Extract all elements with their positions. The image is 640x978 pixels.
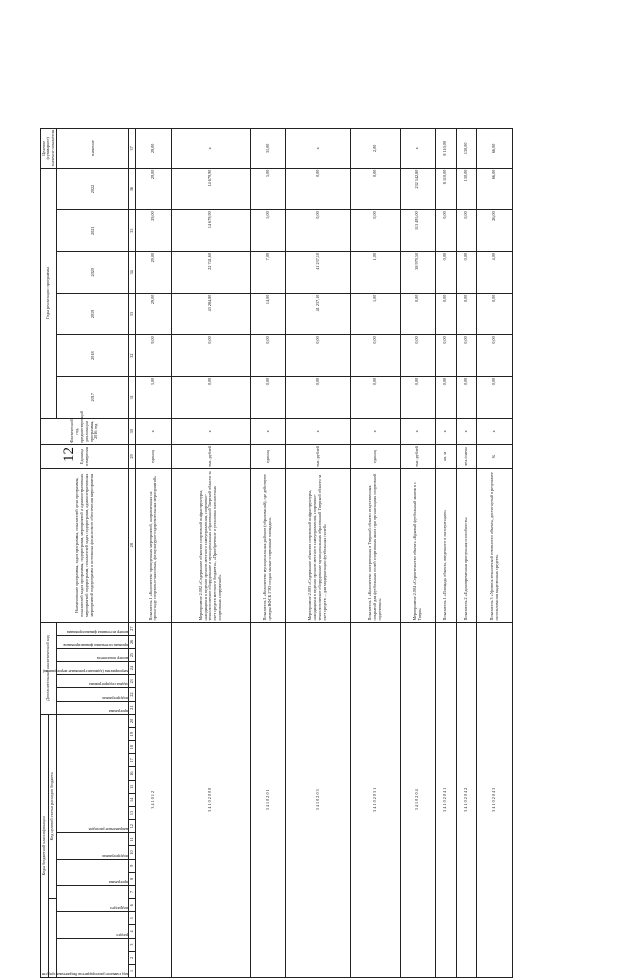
row-year-value: 29,00 (136, 293, 171, 335)
column-number: 29 (129, 444, 136, 468)
row-code: 3 4 1 0 1 2 (136, 622, 171, 977)
row-unit: кв. м (436, 444, 457, 468)
kbk-col-header: программа (108, 879, 128, 885)
row-year-value: 66,00 (477, 168, 512, 210)
extra-col-header: номер источника финансирования (66, 629, 128, 635)
row-code: 3 4 1 0 2 0 0 0 (171, 622, 250, 977)
row-year-value: 0,00 (477, 293, 512, 335)
year-header: 2020 (57, 251, 129, 293)
row-year-value: 0,00 (286, 335, 351, 377)
row-year-value: 22 741,60 (171, 251, 250, 293)
column-number: 16 (129, 767, 136, 780)
kbk-code-header: Код целевой статьи расходов бюджета (49, 714, 57, 898)
column-number: 27 (129, 622, 136, 635)
row-year-value: 3,00 (136, 376, 171, 418)
row-year-value: 0,00 (400, 376, 435, 418)
row-year-value: 5,00 (250, 168, 285, 210)
row-year-value: 0,00 (456, 251, 477, 293)
column-number: 18 (129, 741, 136, 754)
column-number: 9 (129, 859, 136, 872)
row-year-value: 29,00 (136, 210, 171, 252)
column-number-row (129, 129, 136, 978)
kbk-col-header: код главного распорядителя бюджетных средств (41, 972, 128, 977)
row-year-value: 0,00 (350, 168, 400, 210)
row-name: Показатель 3 «Уровень технической готовности объекта, достигнутый в результате использования выделенных средств» (477, 469, 512, 623)
row-code: 3 4 1 0 2 0 4 3 (477, 622, 512, 977)
row-name: Показатель 1 «Площадь объекта, введенного в эксплуатацию» (436, 469, 457, 623)
row-year-value: 8 110,00 (436, 168, 457, 210)
row-name: Показатель 1 «Количество построенных в Тверской области искусственных покрытий для футбольных полей спортивных школ при организациях спортивной подготовки» (350, 469, 400, 623)
column-number: 31 (129, 376, 136, 418)
row-year-value: 130,00 (456, 168, 477, 210)
column-number: 10 (129, 846, 136, 859)
row-unit: чел./смена (456, 444, 477, 468)
row-unit: тыс. рублей (171, 444, 250, 468)
table-row (286, 129, 351, 978)
row-year-value: 0,00 (436, 293, 457, 335)
column-number: 3 (129, 938, 136, 951)
row-code: 3 4 1 0 2 0 3 (286, 622, 351, 977)
row-actual: x (400, 418, 435, 444)
target-header: Целевое (суммарное) значение показателя (40, 130, 56, 167)
table-row (400, 129, 435, 978)
row-year-value: 0,00 (456, 293, 477, 335)
row-target: x (171, 129, 250, 169)
kbk-group-header: Коды бюджетной классификации (41, 714, 49, 977)
column-number: 21 (129, 701, 136, 714)
column-number: 14 (129, 793, 136, 806)
row-year-value: 29,00 (136, 168, 171, 210)
column-number: 35 (129, 210, 136, 252)
row-target: x (286, 129, 351, 169)
column-number: 1 (129, 964, 136, 977)
row-unit: тыс. рублей (400, 444, 435, 468)
row-year-value: 113 495,00 (400, 210, 435, 252)
row-actual: x (350, 418, 400, 444)
actual-year-header: Фактический год, предшествующий реализации программы, 2016 год (41, 418, 129, 444)
row-target: 2,00 (350, 129, 400, 169)
row-year-value: 1,00 (350, 251, 400, 293)
row-year-value: 9,00 (136, 335, 171, 377)
extra-col-header: программа (108, 708, 128, 714)
table-row (436, 129, 457, 978)
column-number: 22 (129, 688, 136, 701)
kbk-subgroup (49, 899, 57, 978)
column-number: 15 (129, 780, 136, 793)
row-year-value: 5,00 (250, 210, 285, 252)
row-year-value: 0,00 (436, 376, 457, 418)
column-number: 25 (129, 648, 136, 661)
kbk-col-header: раздел (116, 932, 128, 938)
extra-col-header: подпрограмма (102, 695, 128, 701)
row-actual: x (456, 418, 477, 444)
year-header: 2021 (57, 210, 129, 252)
year-header: 2022 (57, 168, 129, 210)
unit-header: Единица измерения (41, 444, 129, 468)
row-year-value: 0,00 (350, 335, 400, 377)
table-row (171, 129, 250, 978)
column-number: 12 (129, 820, 136, 833)
row-name: Показатель 1 «Количество проведенных мероприятий, направленных на пропаганду спортивно-массовых, физкультурно-оздоровительных мероприятий» (136, 469, 171, 623)
row-unit: тыс. рублей (286, 444, 351, 468)
program-table-sheet (40, 128, 510, 978)
row-year-value: 26,00 (477, 210, 512, 252)
row-year-value: 14 679,90 (171, 168, 250, 210)
row-actual: x (136, 418, 171, 444)
row-year-value: 0,00 (456, 376, 477, 418)
row-year-value: 38 979,50 (400, 251, 435, 293)
row-year-value: 14,00 (250, 293, 285, 335)
row-year-value: 29,00 (136, 251, 171, 293)
column-number: 33 (129, 293, 136, 335)
row-year-value: 0,00 (250, 376, 285, 418)
row-actual: x (286, 418, 351, 444)
year-header: 2019 (57, 293, 129, 335)
row-code: 3 4 1 0 2 0 1 (250, 622, 285, 977)
column-number: 36 (129, 168, 136, 210)
row-target: 130,00 (456, 129, 477, 169)
row-code: 3 4 1 0 2 0 3 1 (350, 622, 400, 977)
row-unit: единиц (350, 444, 400, 468)
row-unit: единиц (136, 444, 171, 468)
program-table (40, 128, 513, 978)
table-row (456, 129, 477, 978)
row-year-value: 0,00 (436, 335, 457, 377)
row-year-value: 0,00 (436, 210, 457, 252)
years-group-header: Годы реализации программы (41, 168, 57, 418)
row-year-value: 43 284,80 (171, 293, 250, 335)
column-number: 6 (129, 899, 136, 912)
column-number: 19 (129, 728, 136, 741)
row-year-value: 41 237,10 (286, 251, 351, 293)
row-actual: x (171, 418, 250, 444)
row-code: 3 4 1 0 2 0 4 1 (436, 622, 457, 977)
row-year-value: 0,00 (350, 376, 400, 418)
row-year-value: 1,00 (350, 293, 400, 335)
table-row (350, 129, 400, 978)
row-year-value: 0,00 (400, 335, 435, 377)
row-target: 66,00 (477, 129, 512, 169)
row-code: 3 4 1 0 2 0 4 2 (456, 622, 477, 977)
extra-code-header: Дополнительный аналитический код (41, 622, 57, 714)
column-number: 24 (129, 662, 136, 675)
row-unit: % (477, 444, 512, 468)
row-code: 3 4 1 0 2 0 4 (400, 622, 435, 977)
column-number: 23 (129, 675, 136, 688)
row-name: Показатель 2 «Единовременная пропускная способность» (456, 469, 477, 623)
name-header: Наименование программы, задач программы, показателей цели программы, показателей задач программы, подпрограмм, мероприятий и административных мероприятий подпрограмм, показателей задач подпрограмм, административных мероприятий подпрограмм и источника финансового обеспечения мероприятия (41, 469, 129, 623)
row-year-value: 0,00 (171, 376, 250, 418)
extra-col-header: мероприятия (административные мероприятия) (42, 669, 128, 675)
row-year-value: 0,00 (250, 335, 285, 377)
extra-col-header: признак источника финансирования (63, 642, 128, 648)
column-number: 5 (129, 912, 136, 925)
column-number: 7 (129, 885, 136, 898)
row-year-value: 0,00 (436, 251, 457, 293)
row-name: Показатель 1 «Количество муниципальных районов (образований), где действуют центры ВФСК ГТО создан малые спортивные площадки» (250, 469, 285, 623)
column-number: 11 (129, 833, 136, 846)
column-number: 13 (129, 806, 136, 819)
row-year-value: 0,00 (477, 335, 512, 377)
row-actual: x (477, 418, 512, 444)
column-number: 30 (129, 418, 136, 444)
extra-col-header: номер показателя (96, 656, 128, 662)
column-number: 17 (129, 754, 136, 767)
row-year-value: 0,00 (350, 210, 400, 252)
column-number: 8 (129, 872, 136, 885)
table-row (136, 129, 171, 978)
row-target: x (400, 129, 435, 169)
column-number: 28 (129, 469, 136, 623)
row-name: Мероприятие 2.004 «Строительство объекта «Крытый футбольный манеж в г. Твери» (400, 469, 435, 623)
row-year-value: 0,00 (286, 376, 351, 418)
column-number: 32 (129, 335, 136, 377)
kbk-col-header: подраздел (110, 906, 128, 912)
row-year-value: 7,00 (250, 251, 285, 293)
kbk-col-header: подпрограмма (102, 853, 128, 859)
row-year-value: 4,00 (477, 251, 512, 293)
column-number: 20 (129, 714, 136, 727)
row-year-value: 0,00 (286, 210, 351, 252)
year-header: 2017 (57, 376, 129, 418)
row-year-value: 0,00 (456, 335, 477, 377)
extra-col-header: задача подпрограммы (89, 682, 128, 688)
row-unit: единиц (250, 444, 285, 468)
column-number: 4 (129, 925, 136, 938)
column-number: 34 (129, 251, 136, 293)
table-row (250, 129, 285, 978)
row-actual: x (436, 418, 457, 444)
column-number: 26 (129, 635, 136, 648)
row-name: Мероприятие 2.002 «Содержание объектов спортивной инфраструктуры, находящихся в ведении органов местного самоуправления, спортивно-технологическое оборудование и муниципальных образований Тверской области за счет средств местного бюджета», «Приобретение и установка плоскостных спортивных сооружений» (171, 469, 250, 623)
row-actual: x (250, 418, 285, 444)
row-target: 8 110,00 (436, 129, 457, 169)
target-value-header: значение (57, 129, 129, 169)
row-year-value: 14 679,90 (171, 210, 250, 252)
table-row (477, 129, 512, 978)
row-year-value: 0,00 (456, 210, 477, 252)
column-number: 37 (129, 129, 136, 169)
row-year-value: 0,00 (171, 335, 250, 377)
year-header: 2018 (57, 335, 129, 377)
row-target: 29,00 (136, 129, 171, 169)
row-year-value: 0,00 (286, 168, 351, 210)
row-year-value: 232 542,80 (400, 168, 435, 210)
row-name: Мероприятие 2.003 «Содержание объектов спортивной инфраструктуры, находящихся в ведении органов местного самоуправления, спортивно-технологическое оборудование муниципальных образований Тверской области за счет средств ... для модернизации футбольных полей» (286, 469, 351, 623)
table-body (136, 129, 513, 978)
row-year-value: 41 237,10 (286, 293, 351, 335)
kbk-col-header: направление расходов (88, 827, 128, 833)
row-year-value: 0,00 (477, 376, 512, 418)
row-target: 31,00 (250, 129, 285, 169)
page-number: 12 (61, 447, 77, 462)
column-number: 2 (129, 951, 136, 964)
row-year-value: 0,00 (400, 293, 435, 335)
